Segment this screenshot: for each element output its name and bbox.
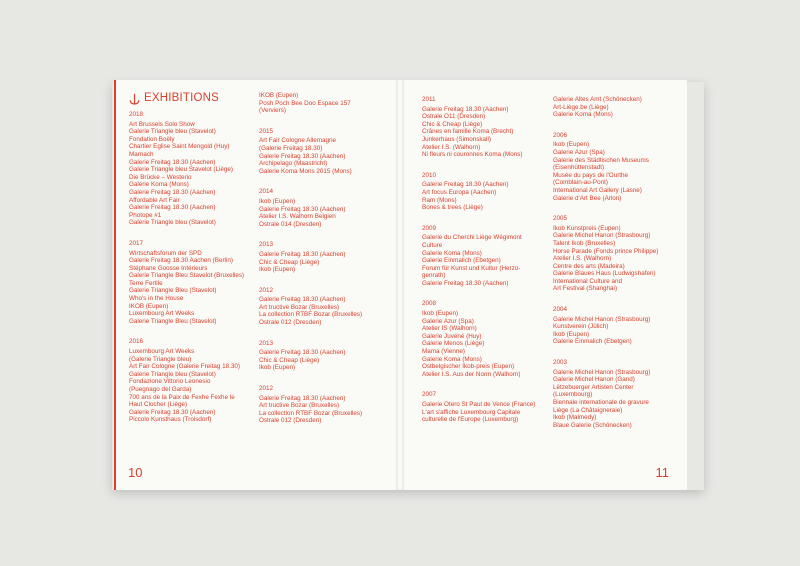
page-number-right: 11 <box>655 465 669 480</box>
section-spacer <box>553 119 658 126</box>
heading-text: EXHIBITIONS <box>144 92 220 104</box>
exhibition-entry: Art Fair Cologne (Galerie Freitag 18.30) <box>129 363 240 371</box>
section-spacer <box>553 429 658 436</box>
exhibition-entry: Galerie Koma (Mons) <box>129 181 189 189</box>
exhibition-entry: Ikob (Eupen) <box>259 266 296 274</box>
exhibition-entry: La collection RTBF Bozar (Bruxelles) <box>259 311 363 319</box>
exhibition-entry: International Culture and <box>553 277 622 285</box>
exhibition-entry: Forum für Kunst und Kultur (Herzo- <box>422 264 521 272</box>
exhibition-entry: Galerie Freitag 18.30 (Aachen) <box>259 296 346 304</box>
exhibition-entry: L'art s'affiche Luxembourg Capitale <box>422 408 521 416</box>
year-label: 2004 <box>553 306 568 314</box>
exhibition-entry: Luxembourg Art Weeks <box>129 348 195 356</box>
exhibition-entry: Galerie Triangle Bleu (Stavelot) <box>129 317 217 325</box>
exhibition-entry: Galerie Blaues Haus (Ludwigshafen) <box>553 270 656 278</box>
exhibition-entry: Galerie Einmalich (Ebetgen) <box>553 338 632 346</box>
exhibitions-column-1 <box>129 92 244 431</box>
exhibition-entry: Galerie du Cherchi Liège Wégimont <box>422 234 522 242</box>
exhibition-entry: Lëtzebuerger Artisten Center <box>553 383 634 391</box>
section-spacer <box>259 274 362 281</box>
year-label: 2012 <box>259 385 274 393</box>
exhibition-entry: (Galerie Triangle bleu) <box>129 355 192 363</box>
section-spacer <box>129 325 244 332</box>
section-spacer <box>422 287 535 294</box>
exhibition-entry: Blaue Galerie (Schönecken) <box>553 421 632 429</box>
exhibition-entry: Affordable Art Fair <box>129 196 180 204</box>
exhibition-entry: Galerie Otero St Paul de Vence (France) <box>422 401 536 408</box>
exhibition-entry: Ikob (Eupen) <box>422 310 459 318</box>
exhibition-entry: Photope #1 <box>129 211 162 219</box>
exhibition-entry: Art-Liège.be (Liège) <box>553 103 609 111</box>
year-label: 2003 <box>553 359 568 367</box>
exhibition-entry: Galerie Freitag 18.30 (Aachen) <box>259 152 346 160</box>
exhibition-entry: Galerie Freitag 18.30 (Aachen) <box>129 158 216 166</box>
exhibition-entry: Galerie Triangle bleu Stavelot (Liège) <box>129 166 233 174</box>
exhibition-entry: genrath) <box>422 272 446 280</box>
exhibition-entry: Mama (Vienne) <box>422 348 465 356</box>
exhibition-entry: Ikob (Malmedy) <box>553 414 597 422</box>
exhibition-entry: Ni fleurs ni couronnes Koma (Mons) <box>422 151 523 159</box>
exhibition-entry: Horse Parade (Fonds prince Philippe) <box>553 247 659 255</box>
exhibition-entry: (Galerie Freitag 18.30) <box>259 144 323 152</box>
exhibition-entry: Atelier I.S. Walhorn Belgien <box>259 213 336 221</box>
exhibition-entry: Culture <box>422 241 443 249</box>
exhibition-entry: Art Brussels Solo Show <box>129 120 195 128</box>
exhibition-entry: Terre Fertile <box>129 279 163 287</box>
exhibition-entry: International Art Gallery (Lasne) <box>553 186 642 194</box>
exhibition-entry: Atelier I.S. (Walhorn) <box>553 255 612 263</box>
exhibition-entry: Galerie des Städtischen Museums <box>553 156 649 164</box>
exhibition-entry: 700 ans de la Paix de Fexhe Fexhe le <box>129 393 235 401</box>
exhibition-entry: IKOB (Eupen) <box>129 302 169 310</box>
exhibitions-column-3 <box>422 96 535 431</box>
exhibition-entry: Galerie Freitag 18.30 (Aachen) <box>259 394 346 402</box>
exhibition-entry: Art tructive Bozar (Bruxelles) <box>259 303 340 311</box>
exhibition-entry: Chic & Cheap (Liège) <box>259 356 320 364</box>
exhibition-entry: Galerie Einmalich (Ebetgen) <box>422 257 501 265</box>
exhibition-entry: Ram (Mons) <box>422 196 457 204</box>
exhibition-entry: Galerie Michel Hanon (Strasbourg) <box>553 315 651 323</box>
exhibition-entry: Marnach <box>129 150 154 158</box>
exhibition-entry: Ikob (Eupen) <box>553 330 590 338</box>
section-spacer <box>422 424 535 431</box>
exhibition-entry: Galerie Michel Hanon (Strasbourg) <box>553 368 651 376</box>
exhibition-entry: Galerie Triangle bleu (Stavelot) <box>129 219 216 227</box>
exhibition-entry: Ikob Kunstpreis (Eupen) <box>553 224 621 232</box>
page-number-left: 10 <box>128 465 143 480</box>
exhibition-entry: Galerie Triangle Bleu (Stavelot) <box>129 287 217 295</box>
section-spacer <box>259 228 362 235</box>
exhibition-entry: Art Fair Cologne Allemagne <box>259 137 337 145</box>
exhibition-entry: Galerie Azur (Spa) <box>422 317 474 325</box>
exhibition-entry: Galerie Koma (Mons) <box>422 355 482 363</box>
exhibition-entry: Junkerhaus (Simonskall) <box>422 135 491 143</box>
year-label: 2013 <box>259 339 274 347</box>
exhibition-entry: Piccolo Kunsthaus (Troisdorf) <box>129 416 212 424</box>
exhibition-entry: Ikob (Eupen) <box>259 364 296 372</box>
exhibition-entry: (Luxembourg) <box>553 391 593 399</box>
exhibition-entry: Die Brücke – Westerio <box>129 173 192 181</box>
year-label: 2010 <box>422 171 437 179</box>
exhibition-entry: Ostrale 014 (Dresden) <box>259 220 322 228</box>
exhibitions-column-2 <box>259 92 362 432</box>
exhibition-entry: Galerie Koma (Mons) <box>422 249 482 257</box>
exhibition-entry: Atelier I.S. Aus der Norm (Walhorn) <box>422 370 521 378</box>
year-label: 2015 <box>259 127 274 135</box>
exhibition-entry: Ostbelgischer Ikob-preis (Eupen) <box>422 363 515 371</box>
exhibition-entry: Galerie Freitag 18.30 Aachen (Berlin) <box>129 257 233 265</box>
year-label: 2014 <box>259 188 274 196</box>
year-label: 2008 <box>422 300 437 308</box>
exhibition-entry: La collection RTBF Bozar (Bruxelles) <box>259 409 363 417</box>
exhibition-entry: Galerie Koma Mons 2015 (Mons) <box>259 167 352 175</box>
exhibition-entry: Art tructive Bozar (Bruxelles) <box>259 402 340 410</box>
section-spacer <box>259 372 362 379</box>
exhibition-entry: Galerie Freitag 18.30 (Aachen) <box>422 105 509 113</box>
exhibition-entry: Liège (La Châtaigneraie) <box>553 406 623 414</box>
year-label: 2018 <box>129 111 144 118</box>
exhibition-entry: Galerie Freitag 18.30 (Aachen) <box>259 250 346 258</box>
section-spacer <box>422 212 535 219</box>
year-label: 2013 <box>259 241 274 249</box>
section-spacer <box>129 424 244 431</box>
exhibition-entry: Musée du pays de l'Ourthe <box>553 171 629 179</box>
exhibition-entry: (Eisenhüttenstadt) <box>553 164 605 172</box>
exhibition-entry: Galerie Freitag 18.30 (Aachen) <box>129 408 216 416</box>
anchor-icon <box>129 93 140 105</box>
year-label: 2006 <box>553 131 568 139</box>
exhibition-entry: Galerie Juvéné (Huy) <box>422 332 482 340</box>
exhibition-entry: Stéphane Goosse Intérieurs <box>129 264 208 272</box>
right-page <box>399 80 687 490</box>
exhibition-entry: Ikob (Eupen) <box>259 197 296 205</box>
exhibition-entry: Talent Ikob (Bruxelles) <box>553 239 616 247</box>
exhibition-entry: Galerie Michel Hanon (Gand) <box>553 376 635 384</box>
exhibition-entry: (Comblain-au-Pont) <box>553 179 608 187</box>
exhibition-entry: Fondazione Vittorio Leonesio <box>129 378 211 386</box>
exhibition-entry: Atelier IS (Walhorn) <box>422 325 477 333</box>
exhibition-entry: Galerie Freitag 18.30 (Aachen) <box>129 188 216 196</box>
exhibition-entry: Galerie Michel Hanon (Strasbourg) <box>553 232 651 240</box>
section-spacer <box>422 378 535 385</box>
exhibition-entry: Galerie Triangle bleu (Stavelot) <box>129 128 216 136</box>
exhibition-entry: Galerie Menos (Liège) <box>422 340 485 348</box>
exhibition-entry: Atelier I.S. (Walhorn) <box>422 143 481 151</box>
exhibition-entry: Art Festival (Shanghai) <box>553 285 618 293</box>
exhibition-entry: Galerie Triangle Bleu Stavelot (Bruxelles) <box>129 272 245 280</box>
year-label: 2012 <box>259 286 274 294</box>
exhibition-entry: Biennale internationale de gravure <box>553 399 649 406</box>
exhibition-entry: Galerie Triangle bleu (Stavelot) <box>129 370 216 378</box>
exhibition-entry: Luxembourg Art Weeks <box>129 310 195 318</box>
exhibition-entry: Kunstverein (Jülich) <box>553 323 609 331</box>
exhibition-entry: Galerie Freitag 18.30 (Aachen) <box>129 204 216 212</box>
exhibition-entry: Galerie d'Art Bee (Arlon) <box>553 194 622 202</box>
exhibition-entry: Ostrale O11 (Dresden) <box>422 113 486 121</box>
section-spacer <box>259 175 362 182</box>
exhibition-entry: Ikob (Eupen) <box>553 141 590 149</box>
section-spacer <box>259 327 362 334</box>
exhibition-entry: Haut Clocher (Liège) <box>129 401 188 409</box>
section-spacer <box>553 346 658 353</box>
exhibition-entry: Ostrale 012 (Dresden) <box>259 319 322 327</box>
exhibition-entry: IKOB (Eupen) <box>259 92 299 99</box>
section-spacer <box>129 227 244 234</box>
exhibition-entry: Galerie Azur (Spa) <box>553 148 605 156</box>
exhibition-entry: Art focus Europa (Aachen) <box>422 188 497 196</box>
exhibition-entry: Wirtschaftsforum der SPD <box>129 249 202 257</box>
exhibition-entry: Ostrale 012 (Dresden) <box>259 417 322 425</box>
exhibition-entry: (Puegnago del Garda) <box>129 386 192 393</box>
section-spacer <box>553 202 658 209</box>
exhibition-entry: Galerie Freitag 18.30 (Aachen) <box>422 181 509 189</box>
exhibition-entry: Posh Poch Bee Doo Espace 157 <box>259 99 351 107</box>
exhibition-entry: Centre des arts (Madeira) <box>553 262 625 270</box>
section-spacer <box>422 159 535 166</box>
section-spacer <box>259 425 362 432</box>
exhibition-entry: (Verviers) <box>259 107 286 115</box>
exhibition-entry: Chic & Cheap (Liège) <box>422 120 483 128</box>
exhibition-entry: Galerie Freitag 18.30 (Aachen) <box>259 205 346 213</box>
exhibitions-column-4 <box>553 96 658 436</box>
left-page <box>114 80 399 490</box>
exhibition-entry: Who's in the House <box>129 295 184 303</box>
exhibition-entry: culturelle de l'Europe (Luxemburg) <box>422 416 519 424</box>
exhibition-entry: Galerie Koma (Mons) <box>553 111 613 119</box>
exhibition-entry: Chic & Cheap (Liège) <box>259 258 320 266</box>
exhibition-entry: Fondation Boëly <box>129 135 175 143</box>
section-spacer <box>553 293 658 300</box>
exhibition-entry: Galerie Altes Amt (Schönecken) <box>553 96 642 103</box>
section-spacer <box>259 115 362 122</box>
year-label: 2009 <box>422 224 437 232</box>
exhibition-entry: Archipelago (Maastricht) <box>259 160 328 168</box>
year-label: 2007 <box>422 391 437 399</box>
exhibition-entry: Galerie Freitag 18.30 (Aachen) <box>422 279 509 287</box>
year-label: 2011 <box>422 96 436 103</box>
year-label: 2005 <box>553 215 568 223</box>
section-heading <box>129 92 244 105</box>
year-label: 2016 <box>129 338 144 346</box>
exhibition-entry: Chartier Eglise Saint Mengold (Huy) <box>129 143 230 151</box>
center-fold <box>396 80 404 490</box>
exhibition-entry: Bones & trees (Liège) <box>422 204 483 212</box>
exhibition-entry: Crânes en famille Koma (Brecht) <box>422 128 514 136</box>
year-label: 2017 <box>129 239 144 247</box>
exhibition-entry: Galerie Freitag 18.30 (Aachen) <box>259 349 346 357</box>
